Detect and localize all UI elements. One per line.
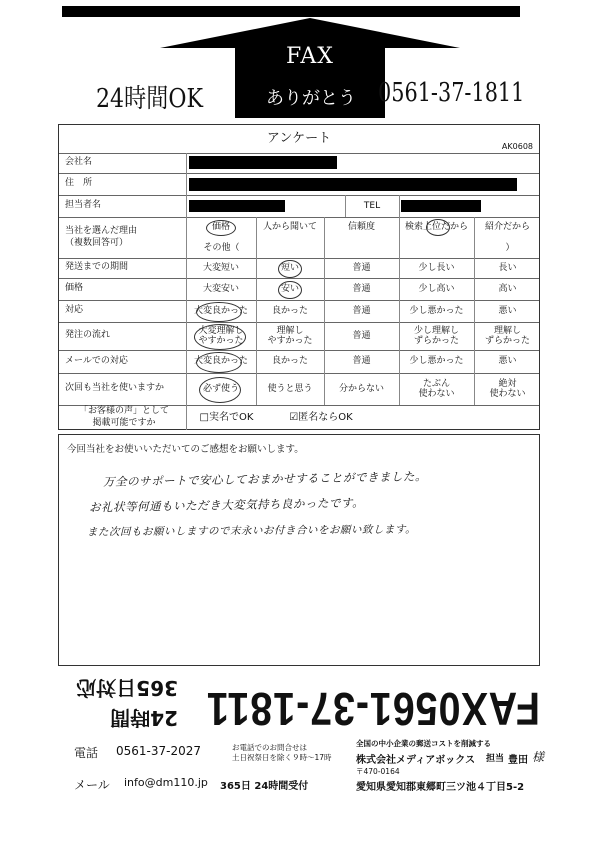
- option[interactable]: 悪い: [498, 305, 517, 316]
- comment-prompt: 今回当社をお使いいただいてのご感想をお願いします。: [67, 444, 304, 455]
- option[interactable]: 短い: [280, 262, 299, 273]
- selection-circle: [196, 302, 242, 322]
- selection-circle: [199, 377, 241, 403]
- selection-circle: [196, 352, 242, 373]
- voice-option-realname[interactable]: □実名でOK: [199, 412, 254, 424]
- selection-circle: [206, 220, 236, 236]
- option[interactable]: 普通: [352, 283, 371, 294]
- option[interactable]: 大変良かった: [193, 305, 248, 316]
- survey-title: アンケート: [266, 131, 332, 146]
- survey-form: [58, 124, 540, 430]
- tel-label: TEL: [363, 200, 381, 211]
- reason-option-search[interactable]: 検索上位だから: [404, 221, 468, 232]
- fax-thanks: ありがとう: [266, 88, 356, 109]
- question-label: 発注の流れ: [65, 330, 111, 341]
- selection-circle: [194, 324, 246, 350]
- staff-name: 豊田: [508, 755, 528, 766]
- question-label: 発送までの期間: [65, 262, 129, 273]
- voice-label: 「お客様の声」として: [78, 406, 169, 417]
- option[interactable]: 絶対 使わない: [489, 378, 526, 399]
- banner-365: 365日対応: [76, 676, 178, 700]
- staff-sign: 様: [532, 750, 545, 764]
- reason-other-label: その他（: [203, 242, 240, 253]
- comment-line: また次回もお願いしますので末永いお付き合いをお願い致します。: [86, 523, 417, 539]
- upside-down-fax-banner: [70, 672, 540, 736]
- option[interactable]: 高い: [498, 283, 517, 294]
- question-label: 価格: [65, 283, 84, 294]
- address-redaction: [189, 178, 517, 191]
- phone-number[interactable]: 0561-37-2027: [116, 744, 202, 758]
- comment-line: 万全のサポートで安心しておまかせすることができました。: [102, 469, 428, 489]
- option[interactable]: 必ず使う: [202, 383, 239, 394]
- option[interactable]: 理解し やすかった: [267, 325, 313, 346]
- option[interactable]: 少し高い: [418, 283, 455, 294]
- address-label: 住 所: [65, 178, 93, 189]
- staff-label: 担当: [486, 754, 505, 764]
- fax-title: FAX: [286, 44, 334, 69]
- question-label: 対応: [65, 305, 84, 316]
- reason-other-close: ）: [505, 242, 515, 253]
- comment-line: お礼状等何通もいただき大変気持ち良かったです。: [88, 495, 365, 515]
- option[interactable]: 良かった: [271, 356, 308, 367]
- company-name: 株式会社メディアボックス: [356, 755, 476, 766]
- option[interactable]: 大変良かった: [193, 356, 248, 367]
- option[interactable]: 少し長い: [418, 262, 455, 273]
- option[interactable]: 大変短い: [202, 262, 239, 273]
- option[interactable]: たぶん 使わない: [418, 378, 455, 399]
- company-redaction: [189, 156, 337, 169]
- email-address[interactable]: info@dm110.jp: [124, 776, 208, 789]
- header-redaction-bar: [62, 6, 520, 17]
- option[interactable]: 使うと思う: [267, 383, 313, 394]
- survey-code: AK0608: [501, 142, 533, 151]
- banner-fax-number: FAX0561-37-1811: [205, 683, 540, 735]
- phone-label: 電話: [74, 746, 99, 760]
- fax-number: 0561-37-1811: [378, 78, 525, 108]
- option[interactable]: 長い: [498, 262, 517, 273]
- option[interactable]: 普通: [352, 356, 371, 367]
- question-label: 次回も当社を使いますか: [65, 383, 165, 394]
- option[interactable]: 普通: [352, 262, 371, 273]
- selection-circle: [278, 260, 302, 278]
- option[interactable]: 理解し ずらかった: [484, 325, 530, 346]
- option[interactable]: 少し悪かった: [409, 305, 464, 316]
- option[interactable]: 普通: [352, 330, 371, 341]
- hours-note: お電話でのお問合せは: [232, 743, 307, 752]
- hours-text: 24時間OK: [96, 84, 203, 114]
- tagline: 全国の中小企業の郵送コストを削減する: [356, 739, 491, 748]
- reason-option-trust[interactable]: 信頼度: [347, 221, 375, 232]
- person-label: 担当者名: [65, 200, 102, 211]
- option[interactable]: 大変理解し やすかった: [198, 325, 244, 346]
- hours-note: 土日祝祭日を除く９時～17時: [232, 753, 332, 762]
- reason-option-referral-heard[interactable]: 人から聞いて: [262, 221, 317, 232]
- option[interactable]: 少し理解し ずらかった: [413, 325, 459, 346]
- postal-code: 〒470-0164: [356, 767, 400, 776]
- selection-circle: [278, 281, 302, 299]
- person-redaction: [189, 200, 285, 212]
- voice-sublabel: 掲載可能ですか: [92, 418, 156, 428]
- selection-circle: [426, 219, 450, 236]
- tel-redaction: [401, 200, 481, 212]
- option[interactable]: 少し悪かった: [409, 356, 464, 367]
- option[interactable]: 分からない: [338, 383, 384, 394]
- option[interactable]: 安い: [280, 283, 299, 294]
- banner-hours: 24時間: [110, 706, 178, 730]
- mail-label: メール: [74, 778, 110, 792]
- voice-option-anonymous[interactable]: ☑匿名ならOK: [289, 412, 353, 424]
- company-label: 会社名: [65, 157, 93, 168]
- company-address: 愛知県愛知郡東郷町三ツ池４丁目5-2: [356, 782, 525, 793]
- reason-option-price[interactable]: 価格: [211, 221, 230, 232]
- option[interactable]: 普通: [352, 305, 371, 316]
- question-label: メールでの対応: [65, 355, 128, 366]
- reason-option-introduction[interactable]: 紹介だから: [484, 221, 530, 232]
- option[interactable]: 大変安い: [202, 283, 239, 294]
- reason-label: 当社を選んだ理由: [65, 225, 138, 236]
- option[interactable]: 良かった: [271, 305, 308, 316]
- option[interactable]: 悪い: [498, 356, 517, 367]
- reason-sublabel: （複数回答可）: [65, 237, 129, 248]
- comment-box: [58, 434, 540, 666]
- mail-note: 365日 24時間受付: [220, 781, 309, 792]
